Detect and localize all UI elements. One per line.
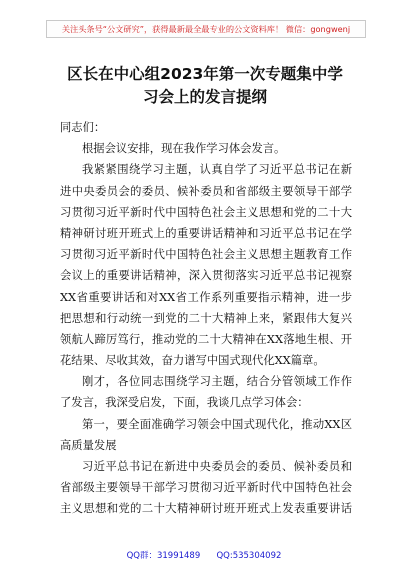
paragraph-line: 刚才，各位同志围绕学习主题，结合分管领域工作作	[82, 375, 352, 389]
footer-contact	[0, 549, 408, 561]
paragraph-line: 了发言，我深受启发，下面，我谈几点学习体会：	[60, 396, 309, 410]
paragraph-line: 习贯彻习近平新时代中国特色社会主义思想和党的二十大	[60, 205, 352, 219]
header-banner: 关注头条号“公文研究”，获得最新最全最专业的公文资料库！ 微信：gongwenj	[46, 20, 366, 38]
paragraph-line: 进中央委员会的委员、候补委员和省部级主要领导干部学	[60, 184, 352, 198]
footer-qq-group: QQ群：31991489	[126, 551, 201, 561]
paragraph-line: 领航人蹄厉笃行，推动党的二十大精神在XX落地生根、开	[60, 332, 352, 346]
paragraph-line: 会议上的重要讲话精神，深入贯彻落实习近平总书记视察	[60, 269, 352, 283]
section-heading-line: 第一，要全面准确学习领会中国式现代化，推动XX区	[82, 417, 352, 431]
paragraph-line: 习近平总书记在新进中央委员会的委员、候补委员和	[82, 460, 352, 473]
paragraph-line: 习贯彻习近平新时代中国特色社会主义思想主题教育工作	[60, 248, 352, 262]
paragraph-line: 根据会议安排，现在我作学习体会发言。	[82, 142, 286, 156]
document-title-line-1: 区长在中心组2023年第一次专题集中学	[67, 65, 343, 83]
paragraph-line: 花结果、尽收其效，奋力谱写中国式现代化XX篇章。	[60, 354, 325, 368]
document-body	[60, 117, 352, 520]
document-title-line-2: 习会上的发言提纲	[142, 88, 267, 106]
paragraph-line: 把思想和行动统一到党的二十大精神上来，紧跟伟大复兴	[60, 311, 352, 325]
footer-qq: QQ:535304092	[216, 551, 282, 561]
paragraph-line: XX省重要讲话和对XX省工作系列重要指示精神，进一步	[60, 290, 352, 304]
paragraph-line: 精神研讨班开班式上的重要讲话精神和习近平总书记在学	[60, 226, 352, 240]
salutation: 同志们：	[60, 121, 106, 134]
paragraph-line: 省部级主要领导干部学习贯彻习近平新时代中国特色社会	[60, 481, 352, 495]
paragraph-line: 我紧紧围绕学习主题，认真自学了习近平总书记在新	[82, 163, 352, 177]
section-heading-line: 高质量发展	[60, 438, 117, 452]
paragraph-line: 主义思想和党的二十大精神研讨班开班式上发表重要讲话	[60, 502, 352, 516]
